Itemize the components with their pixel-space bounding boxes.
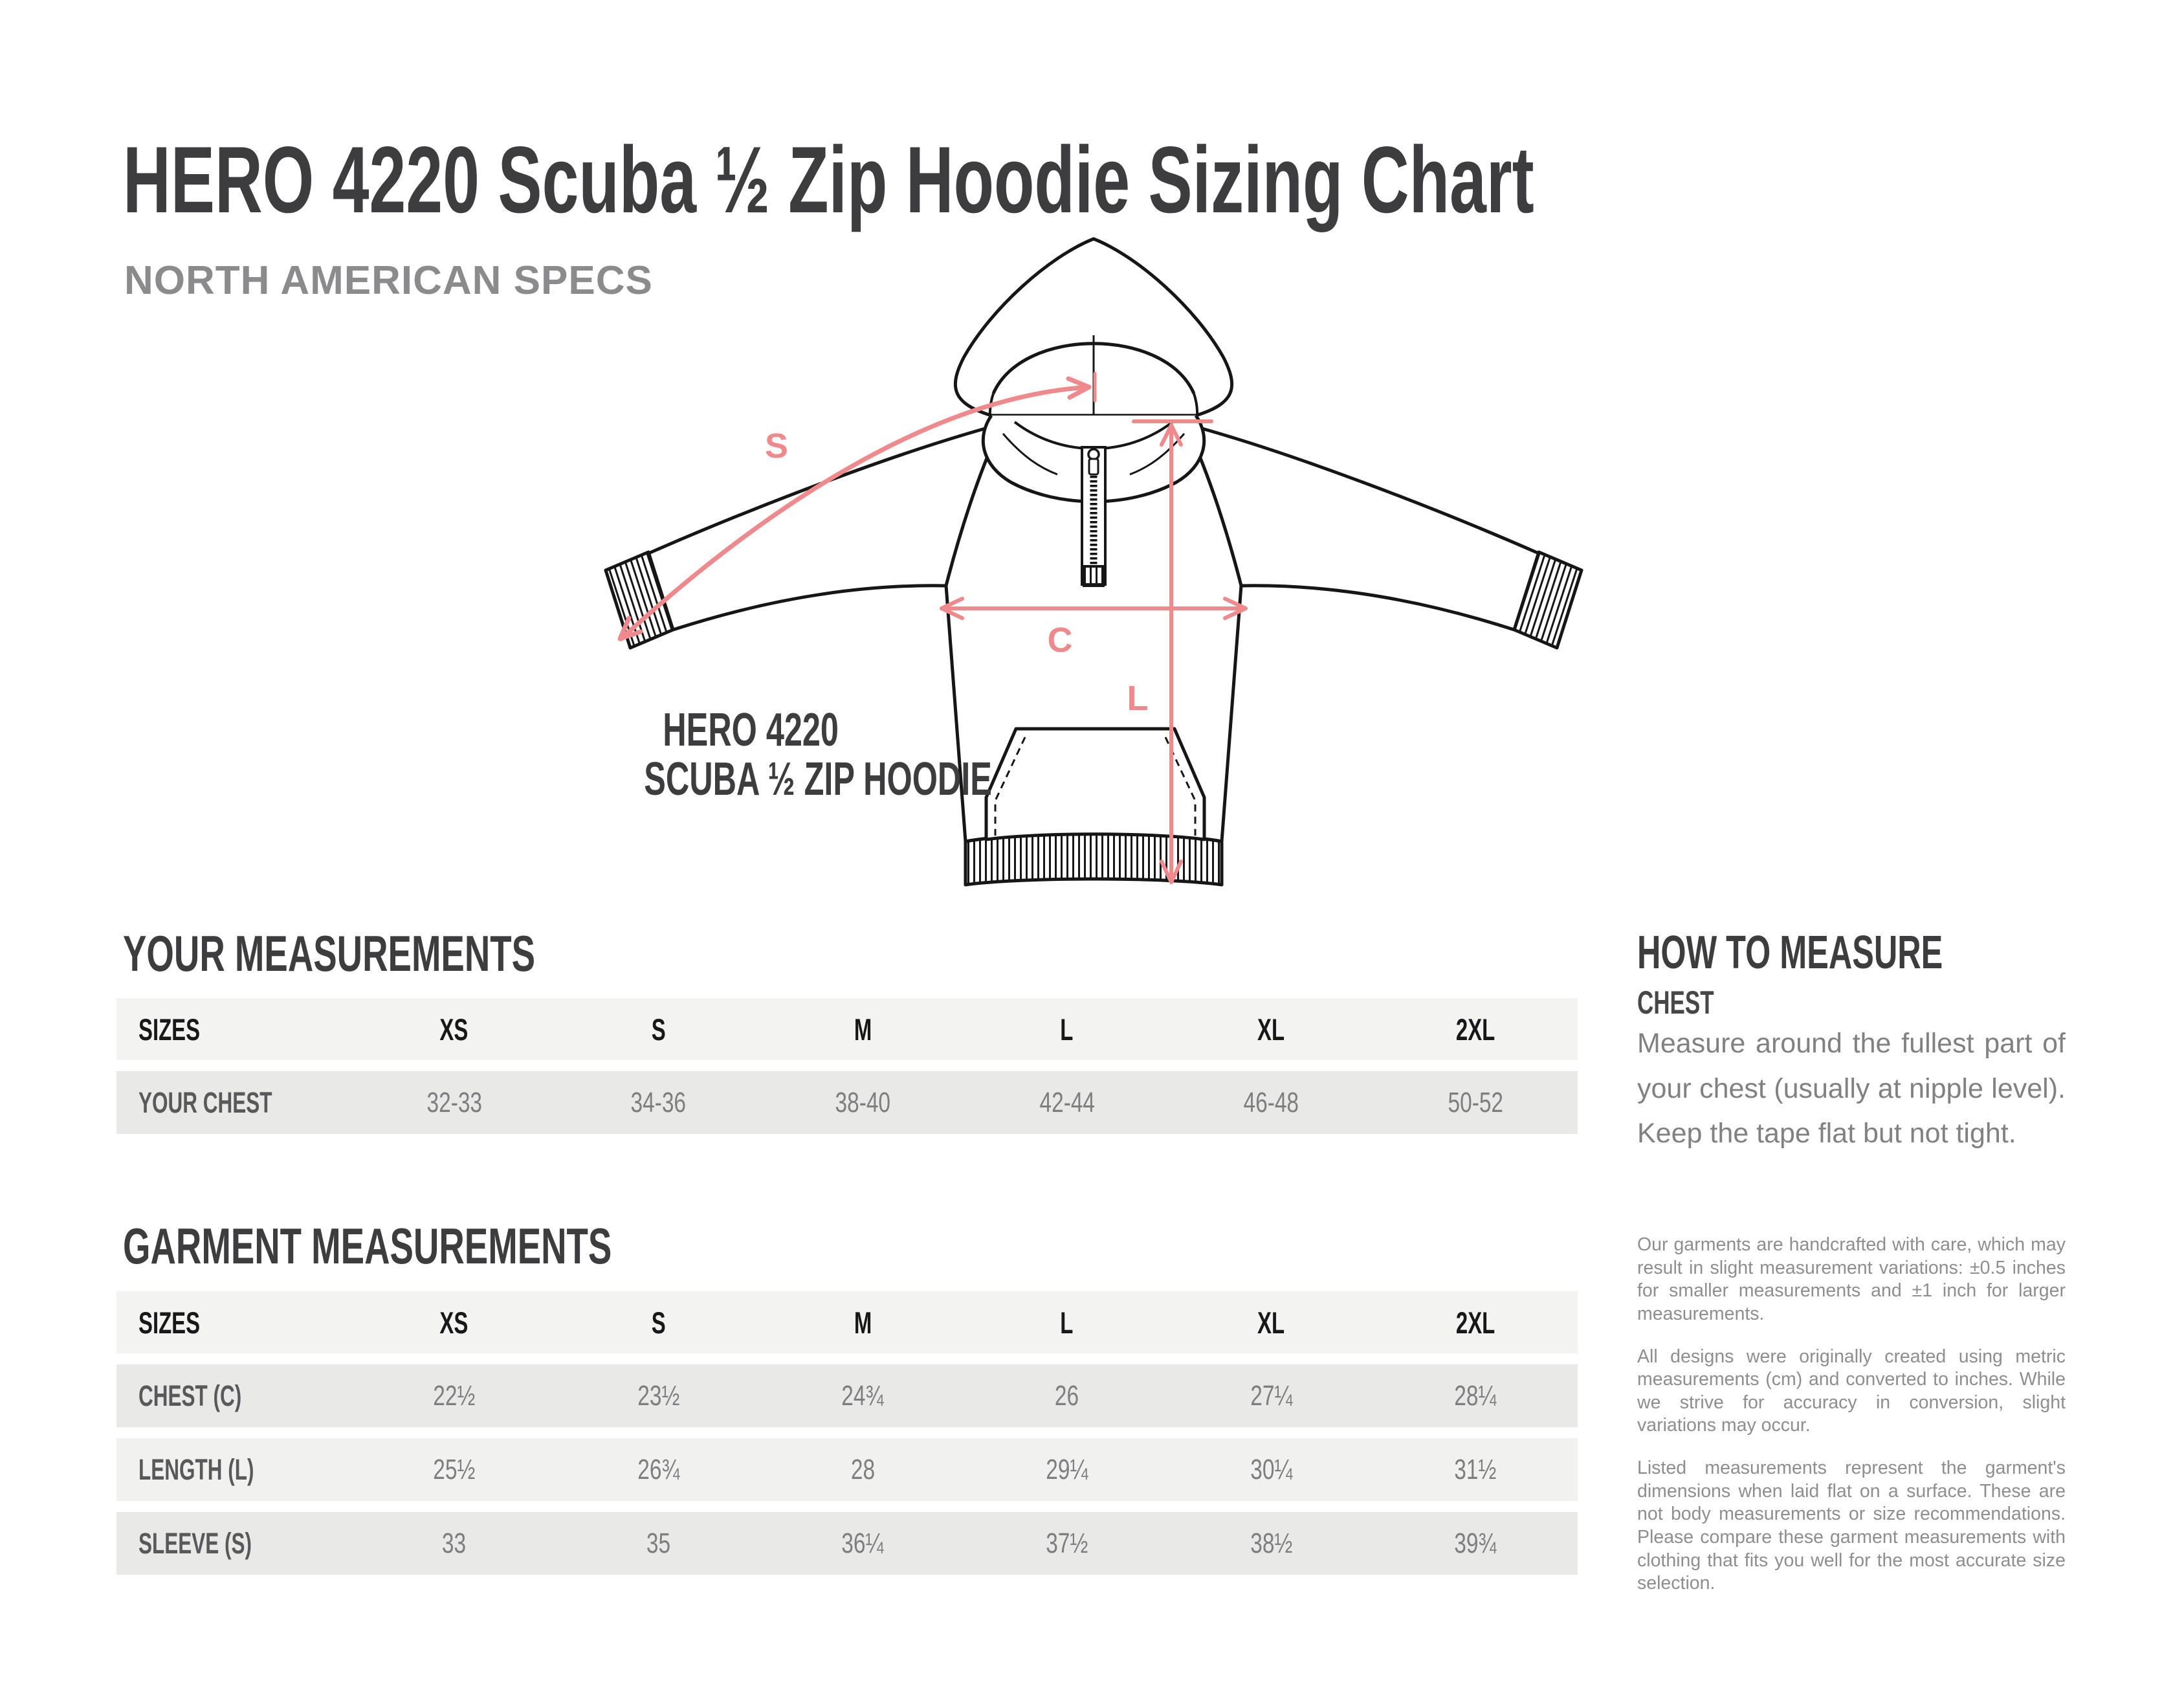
- column-header-m: M: [854, 1305, 872, 1340]
- cell-value: 30¼: [1250, 1453, 1293, 1485]
- row-label: LENGTH (L): [138, 1452, 254, 1486]
- figure-label-line1: HERO 4220: [663, 704, 839, 756]
- cell-value: 35: [646, 1527, 671, 1559]
- column-header-sizes: SIZES: [138, 1012, 201, 1047]
- cell-value: 28: [850, 1453, 875, 1485]
- disclaimer-paragraph-2: All designs were originally created using metric measurements (cm) and converted to inches. While we strive for accuracy in conversion, slight variations may occur.: [1637, 1346, 2066, 1436]
- table-row-length: [116, 1438, 1578, 1501]
- cell-value: 31½: [1454, 1453, 1497, 1485]
- cell-value: 37½: [1046, 1527, 1088, 1559]
- measurement-disclaimer: [1637, 1234, 2066, 1615]
- table-row-chest: [116, 1364, 1578, 1427]
- garment-measurements-table: [116, 1291, 1578, 1586]
- cell-value: 24¾: [841, 1379, 884, 1412]
- cell-value: 38½: [1250, 1527, 1293, 1559]
- cell-value: 27¼: [1250, 1379, 1293, 1412]
- row-label: YOUR CHEST: [138, 1085, 272, 1119]
- hoodie-technical-drawing: [569, 230, 1618, 916]
- row-label: SLEEVE (S): [138, 1526, 252, 1560]
- how-to-measure-body: Measure around the fullest part of your chest (usually at nipple level). Keep the tape flat but not tight.: [1637, 1028, 2066, 1149]
- figure-label-line2: SCUBA ½ ZIP HOODIE: [644, 753, 992, 805]
- table-row-sleeve: [116, 1512, 1578, 1575]
- cell-value: 38-40: [835, 1086, 890, 1118]
- column-header-s: S: [651, 1305, 666, 1340]
- cell-value: 29¼: [1046, 1453, 1088, 1485]
- how-to-measure-chest-subheading: CHEST: [1637, 984, 1714, 1021]
- column-header-m: M: [854, 1012, 872, 1047]
- column-header-xl: XL: [1257, 1305, 1285, 1340]
- cell-value: 23½: [637, 1379, 680, 1412]
- column-header-sizes: SIZES: [138, 1305, 201, 1340]
- column-header-l: L: [1060, 1305, 1074, 1340]
- column-header-2xl: 2XL: [1456, 1012, 1495, 1047]
- column-header-xs: XS: [439, 1012, 469, 1047]
- disclaimer-paragraph-3: Listed measurements represent the garment's dimensions when laid flat on a surface. These are not body measurements or size recommendations. Please compare these garment measurements with clothing that fits you well for the most accurate size selection.: [1637, 1458, 2066, 1594]
- hoodie-zipper: [1082, 447, 1105, 586]
- cell-value: 25½: [433, 1453, 476, 1485]
- table-row: [116, 1071, 1578, 1134]
- column-header-xl: XL: [1257, 1012, 1285, 1047]
- column-header-l: L: [1060, 1012, 1074, 1047]
- column-header-xs: XS: [439, 1305, 469, 1340]
- hoodie-hem-band: [965, 834, 1222, 885]
- column-header-s: S: [651, 1012, 666, 1047]
- sleeve-arrow-label: S: [764, 427, 789, 465]
- how-to-measure-heading: HOW TO MEASURE: [1637, 927, 1943, 979]
- garment-measurements-heading: GARMENT MEASUREMENTS: [123, 1217, 612, 1274]
- table-header-row: [116, 998, 1578, 1060]
- your-measurements-heading: YOUR MEASUREMENTS: [123, 925, 536, 982]
- cell-value: 26¾: [637, 1453, 680, 1485]
- your-measurements-table: [116, 998, 1578, 1145]
- cell-value: 50-52: [1448, 1086, 1503, 1118]
- cell-value: 39¾: [1454, 1527, 1497, 1559]
- cell-value: 34-36: [630, 1086, 687, 1118]
- page-subtitle: NORTH AMERICAN SPECS: [124, 258, 653, 303]
- chest-arrow-label: C: [1047, 621, 1073, 660]
- disclaimer-paragraph-1: Our garments are handcrafted with care, which may result in slight measurement variations: ±0.5 inches for smaller measurements and ±1 inch for larger measurements.: [1637, 1234, 2066, 1324]
- table-header-row: [116, 1291, 1578, 1353]
- row-label: CHEST (C): [138, 1379, 242, 1412]
- cell-value: 26: [1055, 1379, 1079, 1412]
- length-arrow-label: L: [1127, 679, 1149, 718]
- cell-value: 33: [442, 1527, 467, 1559]
- figure-label: [569, 704, 992, 805]
- cell-value: 28¼: [1454, 1379, 1497, 1412]
- cell-value: 46-48: [1243, 1086, 1299, 1118]
- cell-value: 42-44: [1039, 1086, 1095, 1118]
- cell-value: 22½: [433, 1379, 476, 1412]
- cell-value: 32-33: [426, 1086, 482, 1118]
- cell-value: 36¼: [841, 1527, 884, 1559]
- column-header-2xl: 2XL: [1456, 1305, 1495, 1340]
- page-title: HERO 4220 Scuba ½ Zip Hoodie Sizing Chart: [123, 127, 1534, 232]
